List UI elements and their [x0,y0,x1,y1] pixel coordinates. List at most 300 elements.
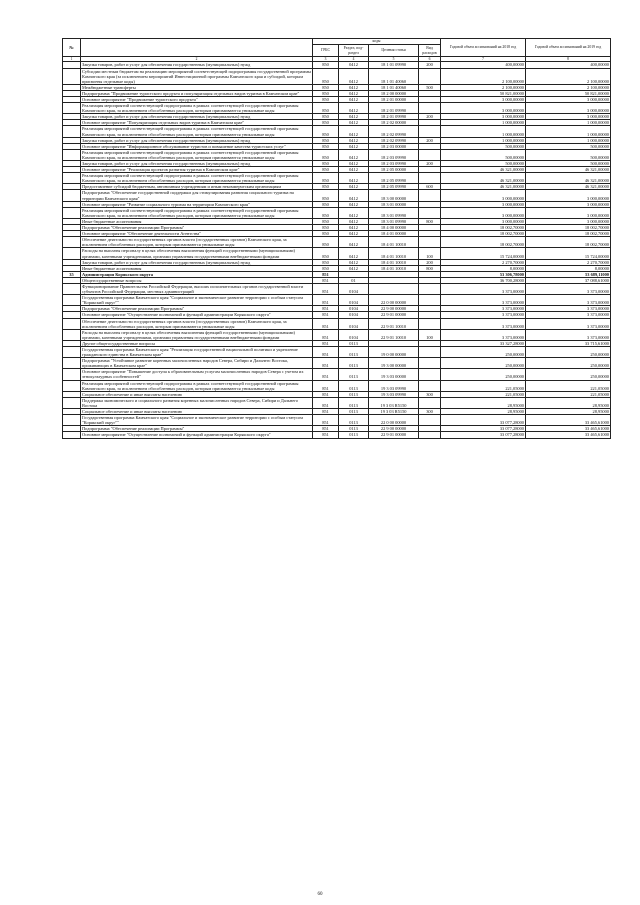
row-vid [419,126,441,137]
row-grbs: 851 [313,340,339,346]
row-amount-2018: 33 077,28000 [441,432,526,438]
table-row [63,237,611,248]
row-amount-2019: 8,00000 [526,265,611,271]
row-grbs: 850 [313,237,339,248]
row-razdel: 0412 [339,201,369,207]
row-amount-2019: 500,00000 [526,143,611,149]
table-row [63,68,611,84]
row-grbs: 851 [313,397,339,408]
row-name: Государственная программа Камчатского края "Социальное и экономическое развитие территории с особым статусом "Корякский округ"" [81,295,313,306]
row-vid [419,397,441,408]
row-name: Предоставление субсидий бюджетным, автономным учреждениям и иным некоммерческим организациям [81,184,313,190]
row-amount-2019: 3 000,00000 [526,103,611,114]
row-grbs: 851 [313,329,339,340]
row-name: Закупка товаров, работ и услуг для обеспечения государственных (муниципальных) нужд [81,161,313,167]
row-grbs: 850 [313,184,339,190]
row-target: 18 2 05 09990 [369,173,419,184]
row-amount-2018: 1 000,00000 [441,126,526,137]
row-name: Реализация мероприятий соответствующей подпрограммы в рамках соответствующей государственной программы Камчатского края, за исключением обособленных расходов, которым присваиваются уникальные коды [81,380,313,391]
row-target: 19 3 03 09990 [369,380,419,391]
row-number [63,207,81,218]
row-grbs: 850 [313,149,339,160]
row-amount-2019: 1 000,00000 [526,126,611,137]
row-amount-2018: 18 002,70000 [441,225,526,231]
row-amount-2018: 250,00000 [441,358,526,369]
row-vid: 500 [419,84,441,90]
row-number [63,103,81,114]
row-grbs: 850 [313,68,339,84]
row-amount-2019: 1 000,00000 [526,120,611,126]
row-razdel: 0113 [339,391,369,397]
row-target: 22 9 01 10010 [369,318,419,329]
row-target: 18 1 01 40060 [369,68,419,84]
row-grbs: 851 [313,432,339,438]
row-amount-2019: 18 002,70000 [526,225,611,231]
row-vid [419,283,441,294]
row-grbs: 850 [313,126,339,137]
row-amount-2019: 3 000,00000 [526,114,611,120]
row-razdel: 0104 [339,329,369,340]
row-amount-2018: 1 000,00000 [441,137,526,143]
row-amount-2018: 221,05000 [441,391,526,397]
row-razdel: 0412 [339,84,369,90]
row-amount-2019: 2 270,70000 [526,259,611,265]
row-vid: 200 [419,137,441,143]
row-vid [419,369,441,380]
row-target: 18 1 01 40060 [369,84,419,90]
row-amount-2018: 3 373,00000 [441,312,526,318]
row-number [63,149,81,160]
row-grbs: 850 [313,96,339,102]
row-target: 18 2 02 09990 [369,137,419,143]
table-row [63,432,611,438]
row-target: 18 4 01 10010 [369,237,419,248]
row-amount-2018: 36 700,28000 [441,277,526,283]
header-name [81,39,313,57]
row-amount-2018: 3 373,00000 [441,283,526,294]
row-name: Субсидии местным бюджетам на реализацию мероприятий соответствующей подпрограммы государственной программы Камчатского края (за исключением мероприятий Инвестиционной программы Камчатского края и субсидий, которым присвоены отдельные коды) [82,68,312,84]
row-grbs: 850 [313,173,339,184]
row-amount-2019: 500,00000 [526,149,611,160]
header-vol-2018: Годовой объем ассигнований на 2018 год [441,39,526,57]
row-grbs: 851 [313,295,339,306]
row-vid [419,415,441,426]
row-name: Основное мероприятие "Информационное обслуживание туристов и повышение качества туристских услуг" [81,143,313,149]
row-grbs: 850 [313,207,339,218]
row-razdel: 0412 [339,218,369,224]
row-target: 18 4 01 00000 [369,231,419,237]
row-amount-2019: 2 100,00000 [526,84,611,90]
row-number [63,190,81,201]
row-grbs: 851 [313,283,339,294]
row-name: Закупка товаров, работ и услуг для обеспечения государственных (муниципальных) нужд [81,137,313,143]
table-row [63,126,611,137]
row-grbs: 850 [313,103,339,114]
row-amount-2018: 400,00000 [441,62,526,68]
header-vid: Вид расходов [419,45,441,57]
row-amount-2019: 46 321,00000 [526,167,611,173]
row-name: Межбюджетные трансферты [81,84,313,90]
row-amount-2019: 28,95000 [526,397,611,408]
row-name: Расходы на выплаты персоналу в целях обеспечения выполнения функций государственными (муниципальными) органами, казенными учреждениями, органами управления государственными внебюджетными фондами [81,329,313,340]
row-amount-2018: 33 327,28000 [441,340,526,346]
row-grbs: 850 [313,231,339,237]
row-target: 18 2 01 09990 [369,114,419,120]
row-vid: 100 [419,329,441,340]
row-razdel: 0113 [339,347,369,358]
row-grbs: 850 [313,161,339,167]
row-vid: 200 [419,114,441,120]
header-grbs: ГРБС [313,45,339,57]
row-name: Реализация мероприятий соответствующей подпрограммы в рамках соответствующей государственной программы Камчатского края, за исключением обособленных расходов, которым присваиваются уникальные коды [81,126,313,137]
row-vid [419,295,441,306]
row-name: Основное мероприятие "Осуществление полномочий и функций администрации Корякского округа" [81,312,313,318]
row-vid: 200 [419,161,441,167]
row-amount-2019: 3 373,00000 [526,306,611,312]
header-codes: коды [313,39,441,45]
row-number [63,295,81,306]
row-razdel: 0412 [339,68,369,84]
row-razdel: 0412 [339,265,369,271]
row-amount-2018: 8,00000 [441,265,526,271]
row-vid [419,380,441,391]
column-number: 5 [369,57,419,62]
row-amount-2018: 1 000,00000 [441,120,526,126]
row-target: 19 0 00 00000 [369,347,419,358]
row-amount-2019: 18 002,70000 [526,231,611,237]
row-grbs: 850 [313,265,339,271]
row-vid [419,347,441,358]
row-amount-2019: 3 000,00000 [526,96,611,102]
header-vol-2019: Годовой объем ассигнований на 2019 год [526,39,611,57]
row-amount-2019: 221,05000 [526,380,611,391]
row-amount-2019: 3 373,00000 [526,318,611,329]
row-grbs: 851 [313,312,339,318]
row-amount-2018: 28,95000 [441,397,526,408]
row-target: 18 2 00 00000 [369,90,419,96]
row-grbs: 850 [313,167,339,173]
budget-table [62,38,611,439]
row-target: 18 2 02 00000 [369,120,419,126]
row-number [63,329,81,340]
row-amount-2019: 250,00000 [526,369,611,380]
row-razdel: 0412 [339,259,369,265]
row-amount-2018: 18 002,70000 [441,237,526,248]
row-amount-2019: 46 321,00000 [526,173,611,184]
row-grbs: 851 [313,358,339,369]
row-grbs: 850 [313,225,339,231]
row-grbs: 850 [313,201,339,207]
table-row [63,283,611,294]
row-target: 18 2 01 00000 [369,96,419,102]
row-grbs: 851 [313,271,339,277]
row-grbs: 851 [313,347,339,358]
row-razdel: 0104 [339,318,369,329]
row-amount-2018: 3 373,00000 [441,306,526,312]
row-amount-2019: 15 724,00000 [526,248,611,259]
row-name: Закупка товаров, работ и услуг для обеспечения государственных (муниципальных) нужд [81,114,313,120]
row-amount-2018: 3 000,00000 [441,201,526,207]
row-vid [419,207,441,218]
table-row [63,295,611,306]
row-target [369,283,419,294]
table-row [63,207,611,218]
row-number [63,126,81,137]
row-name: Обеспечение деятельности государственных органов власти (государственных органов) Камчатского края, за исключением обособленных расходов, которым присваиваются уникальные коды [81,237,313,248]
table-row [63,397,611,408]
column-number: 2 [81,57,313,62]
row-name: Основное мероприятие "Продвижение туристского продукта" [81,96,313,102]
row-name: Реализация мероприятий соответствующей подпрограммы в рамках соответствующей государственной программы Камчатского края, за исключением обособленных расходов, которым присваиваются уникальные коды [81,207,313,218]
row-grbs: 850 [313,259,339,265]
row-name: Реализация мероприятий соответствующей подпрограммы в рамках соответствующей государственной программы Камчатского края, за исключением обособленных расходов, которым присваиваются уникальные коды [81,103,313,114]
row-target: 22 9 00 00000 [369,426,419,432]
row-amount-2019: 221,05000 [526,391,611,397]
row-vid: 800 [419,218,441,224]
row-amount-2018: 46 321,00000 [441,184,526,190]
row-grbs: 851 [313,409,339,415]
row-number: 35 [63,271,81,277]
row-amount-2018: 3 373,00000 [441,295,526,306]
row-amount-2018: 33 077,28000 [441,415,526,426]
row-name: Основное мероприятие "Популяризация отдельных видов туризма в Камчатском крае" [81,120,313,126]
row-number [63,283,81,294]
table-row [63,369,611,380]
row-name: Закупка товаров, работ и услуг для обеспечения государственных (муниципальных) нужд [81,62,313,68]
row-amount-2019: 500,00000 [526,161,611,167]
row-target: 18 4 01 10010 [369,265,419,271]
row-amount-2018: 3 373,00000 [441,329,526,340]
column-number: 8 [526,57,611,62]
row-razdel: 0412 [339,225,369,231]
row-vid: 200 [419,259,441,265]
row-name: Подпрограмма "Обеспечение реализации Программы" [81,426,313,432]
row-amount-2018: 3 373,00000 [441,318,526,329]
row-vid [419,358,441,369]
row-razdel: 0113 [339,340,369,346]
row-razdel: 0412 [339,114,369,120]
header-razdel: Раздел, под-раздел [339,45,369,57]
row-razdel: 0113 [339,358,369,369]
row-amount-2018: 221,05000 [441,380,526,391]
row-name: Реализация мероприятий соответствующей подпрограммы в рамках соответствующей государственной программы Камчатского края, за исключением обособленных расходов, которым присваиваются уникальные коды [81,173,313,184]
row-vid [419,318,441,329]
row-grbs: 850 [313,90,339,96]
row-razdel: 0412 [339,207,369,218]
row-vid [419,149,441,160]
row-razdel: 0113 [339,426,369,432]
row-target: 18 3 01 09990 [369,218,419,224]
row-vid [419,103,441,114]
table-row [63,248,611,259]
row-amount-2018: 46 321,00000 [441,173,526,184]
row-name: Расходы на выплаты персоналу в целях обеспечения выполнения функций государственными (муниципальными) органами, казенными учреждениями, органами управления государственными внебюджетными фондами [81,248,313,259]
row-name: Основное мероприятие "Осуществление полномочий и функций администрации Корякского округа" [81,432,313,438]
row-name: Подпрограмма "Устойчивое развитие коренных малочисленных народов Севера, Сибири и Дальнего Востока, проживающих в Камчатском крае" [81,358,313,369]
row-number [63,415,81,426]
row-amount-2018: 250,00000 [441,369,526,380]
row-razdel: 0412 [339,184,369,190]
row-number [63,347,81,358]
row-amount-2018: 2 270,70000 [441,259,526,265]
row-razdel: 0412 [339,90,369,96]
row-vid: 600 [419,184,441,190]
row-amount-2018: 250,00000 [441,347,526,358]
row-target: 18 2 03 00000 [369,143,419,149]
row-razdel: 0412 [339,62,369,68]
row-amount-2019: 33 715,61000 [526,340,611,346]
row-grbs: 851 [313,380,339,391]
row-razdel: 0412 [339,137,369,143]
row-grbs: 850 [313,190,339,201]
row-razdel: 0104 [339,295,369,306]
row-name: Администрация Корякского округа [81,271,313,277]
row-name: Иные бюджетные ассигнования [81,265,313,271]
row-amount-2019: 3 373,00000 [526,283,611,294]
column-number: 4 [339,57,369,62]
row-amount-2018: 3 000,00000 [441,190,526,201]
row-razdel: 0412 [339,190,369,201]
table-row [63,149,611,160]
row-name: Общегосударственные вопросы [81,277,313,283]
table-row [63,103,611,114]
row-amount-2019: 250,00000 [526,347,611,358]
page-number: 60 [317,892,323,897]
row-target: 18 2 03 09990 [369,149,419,160]
row-razdel: 0412 [339,173,369,184]
row-number [63,369,81,380]
row-vid [419,68,441,84]
row-amount-2019: 33 465,61000 [526,415,611,426]
row-name: Основное мероприятие "Развитие социального туризма на территории Камчатского края" [81,201,313,207]
row-target: 18 4 01 10010 [369,259,419,265]
row-grbs: 850 [313,248,339,259]
row-grbs: 850 [313,84,339,90]
row-target: 22 9 01 10010 [369,329,419,340]
row-name: Другие общегосударственные вопросы [81,340,313,346]
row-target: 19 3 03 R5150 [369,397,419,408]
row-vid: 300 [419,409,441,415]
row-name: Закупка товаров, работ и услуг для обеспечения государственных (муниципальных) нужд [81,259,313,265]
row-amount-2019: 2 100,00000 [526,68,611,84]
row-grbs: 850 [313,62,339,68]
row-amount-2019: 3 000,00000 [526,190,611,201]
row-vid [419,432,441,438]
row-amount-2019: 28,95000 [526,409,611,415]
row-amount-2019: 3 373,00000 [526,329,611,340]
row-amount-2019: 3 000,00000 [526,207,611,218]
row-target: 22 0 00 00000 [369,295,419,306]
row-razdel: 0412 [339,96,369,102]
row-amount-2019: 3 373,00000 [526,295,611,306]
table-row [63,190,611,201]
row-name: Подпрограмма "Обеспечение реализации Программы" [81,306,313,312]
row-grbs: 851 [313,277,339,283]
row-razdel: 0412 [339,126,369,137]
row-amount-2018: 3 000,00000 [441,96,526,102]
row-name: Функционирование Правительства Российской Федерации, высших исполнительных органов государственной власти субъектов Российской Федерации, местных администраций [81,283,313,294]
row-target: 18 3 01 09990 [369,207,419,218]
row-razdel: 0113 [339,415,369,426]
row-target: 18 2 01 09990 [369,103,419,114]
row-razdel: 0412 [339,143,369,149]
table-row [63,329,611,340]
budget-table-sheet [62,38,610,439]
row-target: 22 9 01 00000 [369,432,419,438]
row-amount-2018: 3 000,00000 [441,114,526,120]
row-amount-2018: 3 000,00000 [441,207,526,218]
row-amount-2018: 53 306,78000 [441,271,526,277]
row-grbs: 850 [313,114,339,120]
row-number [63,173,81,184]
row-amount-2018: 3 000,00000 [441,218,526,224]
row-amount-2018: 28,95000 [441,409,526,415]
row-name: Обеспечение деятельности государственных органов власти (государственных органов) Камчатского края, за исключением обособленных расходов, которым присваиваются уникальные коды [81,318,313,329]
row-razdel: 0104 [339,283,369,294]
row-vid [419,237,441,248]
column-number: 7 [441,57,526,62]
row-target: 18 1 01 09990 [369,62,419,68]
row-name: Государственная программа Камчатского края "Социальное и экономическое развитие территории с особым статусом "Корякский округ"" [81,415,313,426]
table-body [63,62,611,438]
row-grbs: 850 [313,218,339,224]
row-razdel: 0412 [339,237,369,248]
row-target: 18 2 05 09990 [369,184,419,190]
row-razdel: 0412 [339,231,369,237]
row-amount-2019: 18 002,70000 [526,237,611,248]
row-number [63,358,81,369]
row-target: 19 3 03 R5150 [369,409,419,415]
row-number [63,432,81,438]
row-number [63,237,81,248]
row-amount-2019: 37 088,61000 [526,277,611,283]
row-amount-2019: 46 321,00000 [526,184,611,190]
row-target: 22 9 01 00000 [369,312,419,318]
row-razdel: 0412 [339,161,369,167]
row-grbs: 851 [313,369,339,380]
row-number [63,68,81,84]
row-target: 18 2 02 09990 [369,126,419,137]
row-vid: 800 [419,265,441,271]
row-name: Основное мероприятие "Реализация проектов развития туризма в Камчатском крае" [81,167,313,173]
row-amount-2019: 33 465,61000 [526,432,611,438]
row-amount-2019: 400,00000 [526,62,611,68]
row-name: Социальное обеспечение и иные выплаты населению [81,409,313,415]
row-amount-2019: 53 689,11000 [526,271,611,277]
row-razdel: 0113 [339,369,369,380]
row-razdel: 0113 [339,380,369,391]
table-row [63,415,611,426]
row-razdel: 0104 [339,312,369,318]
row-name: Подпрограмма "Продвижение туристского продукта и популяризация отдельных видов туризма в Камчатском крае" [81,90,313,96]
row-name: Поддержка экономического и социального развития коренных малочисленных народов Севера, Сибири и Дальнего Востока [81,397,313,408]
column-number: 6 [419,57,441,62]
row-grbs: 851 [313,306,339,312]
header-cel: Целевая статья [369,45,419,57]
row-amount-2018: 500,00000 [441,149,526,160]
row-name: Государственная программа Камчатского края "Реализация государственной национальной политики и укрепление гражданского единства в Камчатском крае" [81,347,313,358]
header-num: № [63,39,81,57]
row-razdel: 0113 [339,409,369,415]
row-razdel: 0412 [339,149,369,160]
row-name: Подпрограмма "Обеспечение реализации Программы" [81,225,313,231]
row-razdel: 0113 [339,397,369,408]
row-grbs: 850 [313,143,339,149]
row-razdel: 0412 [339,167,369,173]
row-vid [419,173,441,184]
row-grbs: 851 [313,391,339,397]
row-razdel: 01 [339,277,369,283]
